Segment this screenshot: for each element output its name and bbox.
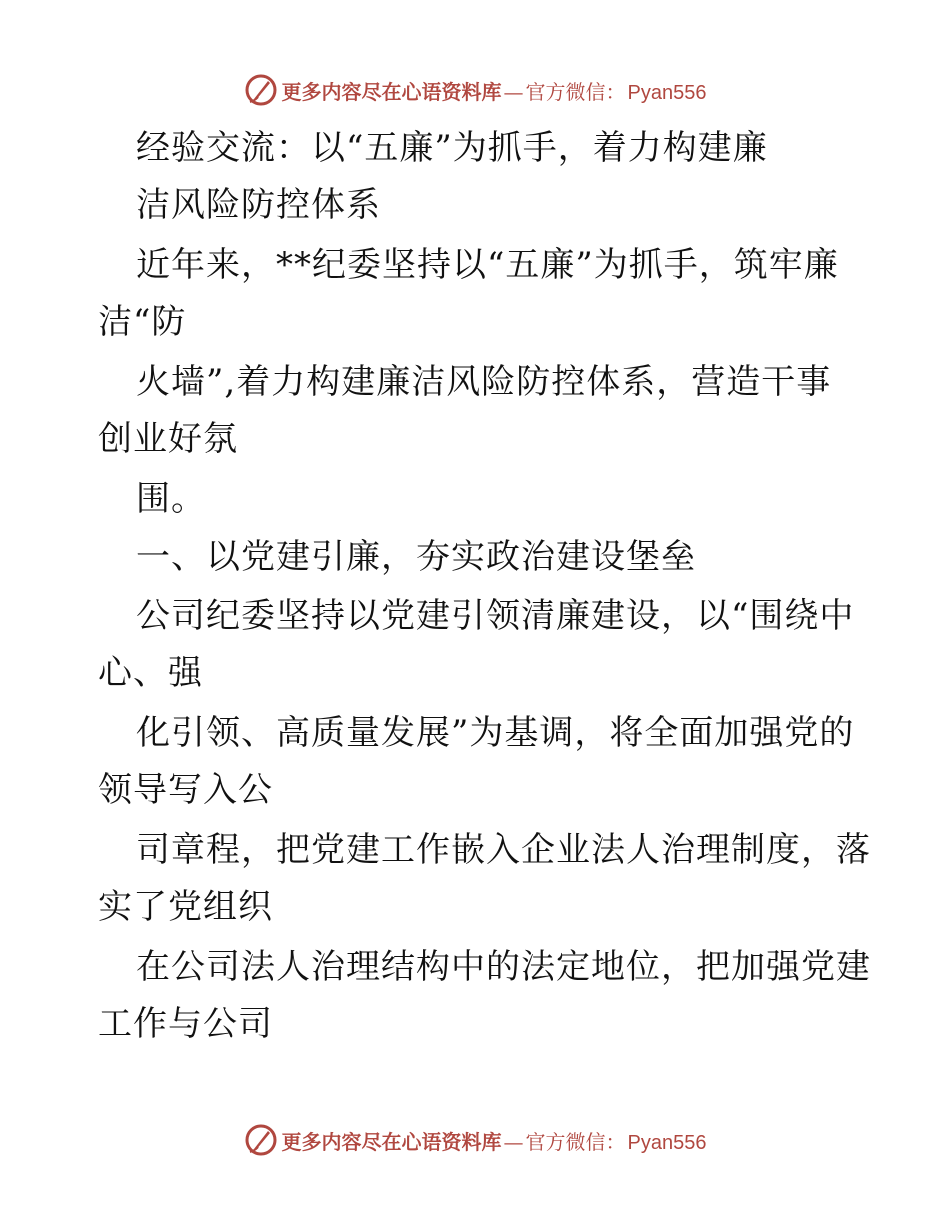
header-banner <box>0 70 950 110</box>
document-title-line-1: 经验交流：以“五廉”为抓手，着力构建廉 <box>136 128 768 168</box>
paragraph-line: 化引领、高质量发展”为基调，将全面加强党的 <box>136 713 855 753</box>
section-heading: 一、以党建引廉，夯实政治建设堡垒 <box>136 537 696 577</box>
paragraph-line: 在公司法人治理结构中的法定地位，把加强党建 <box>136 947 871 987</box>
footer-banner <box>0 1120 950 1160</box>
paragraph-line: 火墙”,着力构建廉洁风险防控体系，营造干事 <box>136 362 832 402</box>
header-wechat-label: 官方微信： <box>525 79 626 104</box>
paragraph-line: 公司纪委坚持以党建引领清廉建设，以“围绕中 <box>136 596 855 636</box>
paragraph-line: 领导写入公 <box>98 770 273 810</box>
paragraph-line: 心、强 <box>98 653 203 693</box>
header-separator: — <box>503 79 524 104</box>
quill-pen-logo-icon <box>244 73 278 107</box>
footer-banner-text <box>282 1126 707 1155</box>
header-banner-text <box>282 76 707 105</box>
footer-wechat-label: 官方微信： <box>525 1129 626 1154</box>
paragraph-line: 工作与公司 <box>98 1004 273 1044</box>
footer-separator: — <box>503 1129 524 1154</box>
paragraph-line: 围。 <box>136 479 206 519</box>
document-title-line-2: 洁风险防控体系 <box>136 185 381 225</box>
paragraph-line: 洁“防 <box>98 302 187 342</box>
header-wechat-id: Pyan556 <box>627 81 707 104</box>
quill-pen-logo-icon <box>244 1123 278 1157</box>
footer-wechat-id: Pyan556 <box>627 1131 707 1154</box>
paragraph-line: 近年来，**纪委坚持以“五廉”为抓手，筑牢廉 <box>136 245 839 285</box>
paragraph-line: 创业好氛 <box>98 419 238 459</box>
paragraph-line: 司章程，把党建工作嵌入企业法人治理制度，落 <box>136 830 871 870</box>
footer-site-name: 更多内容尽在心语资料库 <box>281 1129 502 1154</box>
paragraph-line: 实了党组织 <box>98 887 273 927</box>
header-site-name: 更多内容尽在心语资料库 <box>281 79 502 104</box>
